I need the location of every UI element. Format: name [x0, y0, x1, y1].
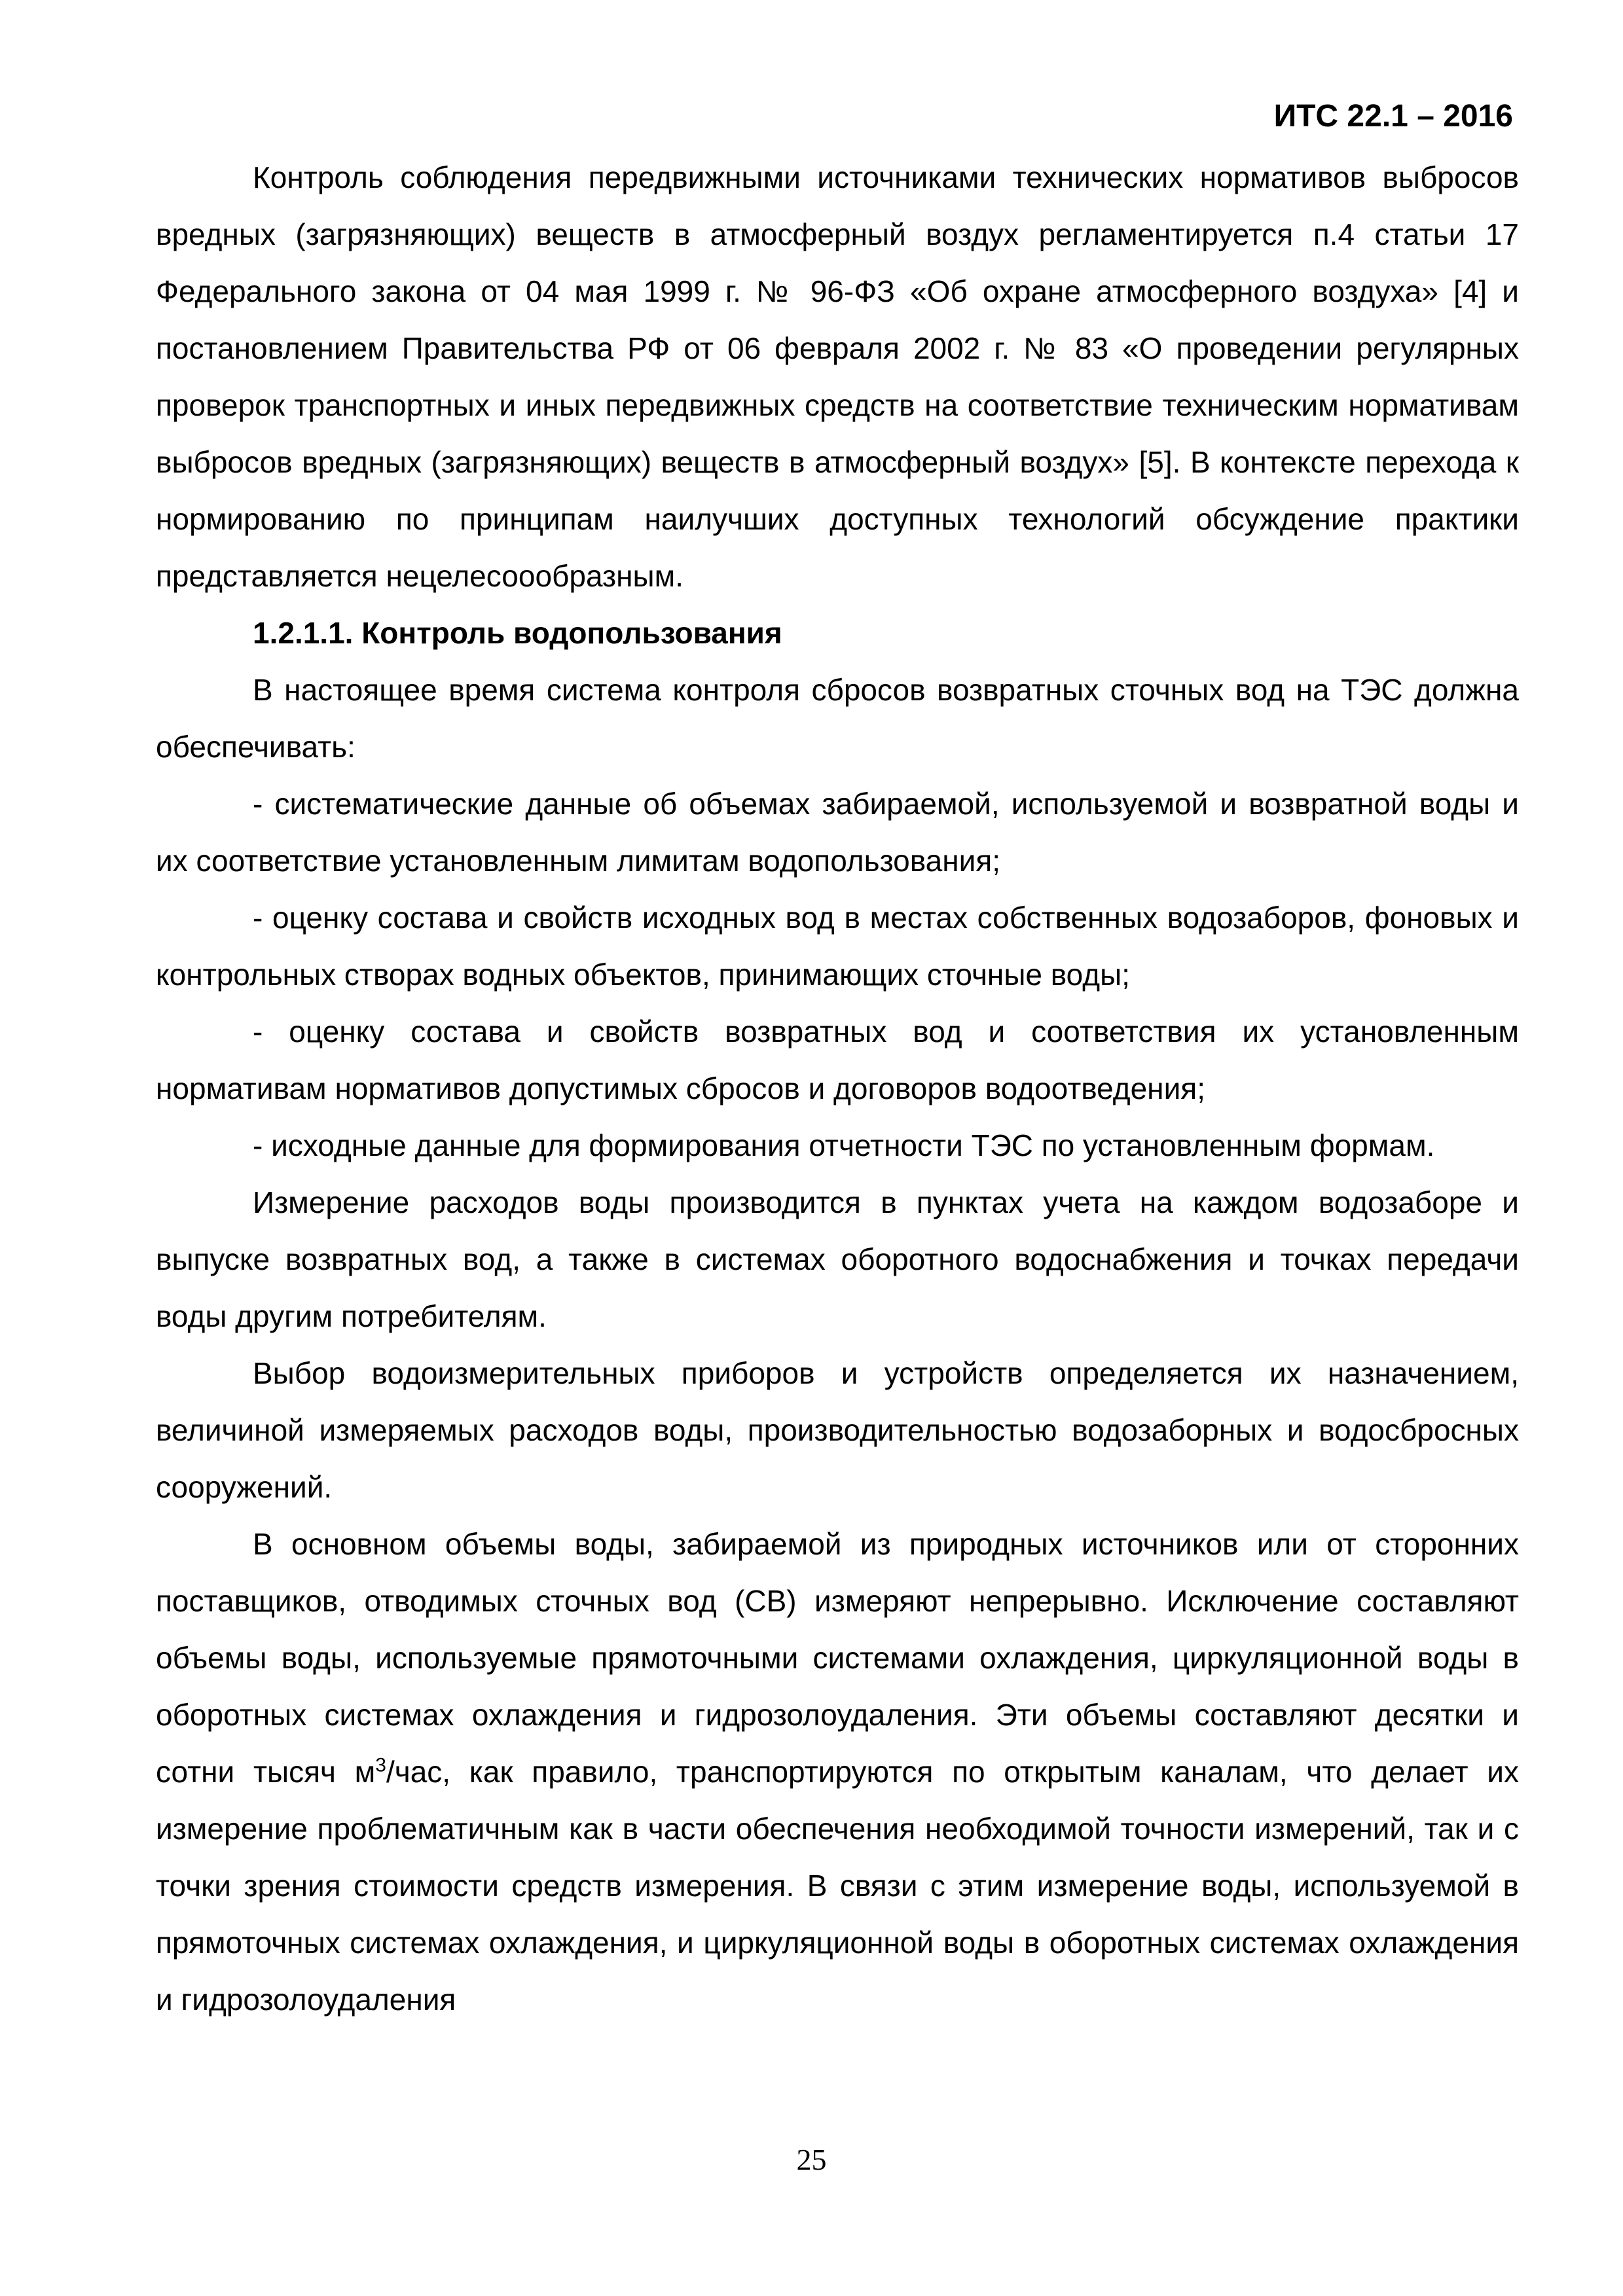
cubic-superscript: 3: [375, 1754, 386, 1776]
water-volumes-text-part1: В основном объемы воды, забираемой из природных источников или от сторонних поставщиков, отводимых сточных вод (СВ) измеряют непрерывно. Исключение составляют объемы воды, используемые прямоточными системами охлаждения, циркуляционной воды в оборотных системах охлаждения и гидрозолоудаления. Эти объемы составляют десятки и сотни тысяч м: [156, 1527, 1519, 1789]
document-body: [156, 149, 1519, 2028]
page-number: 25: [796, 2143, 827, 2176]
list-item-reporting-data: - исходные данные для формирования отчетности ТЭС по установленным формам.: [253, 1128, 1435, 1162]
list-item-return-water-assessment: - оценку состава и свойств возвратных вод и соответствия их установленным нормативам нормативов допустимых сбросов и договоров водоотведения;: [156, 1014, 1519, 1105]
list-item-source-water-assessment: - оценку состава и свойств исходных вод в местах собственных водозаборов, фоновых и контрольных створах водных объектов, принимающих сточные воды;: [156, 901, 1519, 992]
paragraph-control-system-requirements: В настоящее время система контроля сбросов возвратных сточных вод на ТЭС должна обеспечивать:: [156, 673, 1519, 764]
paragraph-instrument-selection: Выбор водоизмерительных приборов и устройств определяется их назначением, величиной измеряемых расходов воды, производительностью водозаборных и водосбросных сооружений.: [156, 1356, 1519, 1504]
water-volumes-text-part2: /час, как правило, транспортируются по открытым каналам, что делает их измерение проблематичным как в части обеспечения необходимой точности измерений, так и с точки зрения стоимости средств измерения. В связи с этим измерение воды, используемой в прямоточных системах охлаждения, и циркуляционной воды в оборотных системах охлаждения и гидрозолоудаления: [156, 1755, 1519, 2017]
list-item-systematic-data: - систематические данные об объемах забираемой, используемой и возвратной воды и их соответствие установленным лимитам водопользования;: [156, 787, 1519, 878]
paragraph-flow-measurement: Измерение расходов воды производится в пунктах учета на каждом водозаборе и выпуске возвратных вод, а также в системах оборотного водоснабжения и точках передачи воды другим потребителям.: [156, 1185, 1519, 1333]
section-heading-water-use-control: 1.2.1.1. Контроль водопользования: [253, 616, 782, 650]
paragraph-mobile-sources-control: Контроль соблюдения передвижными источниками технических нормативов выбросов вредных (загрязняющих) веществ в атмосферный воздух регламентируется п.4 статьи 17 Федерального закона от 04 мая 1999 г. № 96-ФЗ «Об охране атмосферного воздуха» [4] и постановлением Правительства РФ от 06 февраля 2002 г. № 83 «О проведении регулярных проверок транспортных и иных передвижных средств на соответствие техническим нормативам выбросов вредных (загрязняющих) веществ в атмосферный воздух» [5]. В контексте перехода к нормированию по принципам наилучших доступных технологий обсуждение практики представляется нецелесоообразным.: [156, 160, 1519, 593]
paragraph-water-volumes: [156, 1516, 1519, 2028]
document-code-header: ИТС 22.1 – 2016: [1273, 99, 1513, 134]
